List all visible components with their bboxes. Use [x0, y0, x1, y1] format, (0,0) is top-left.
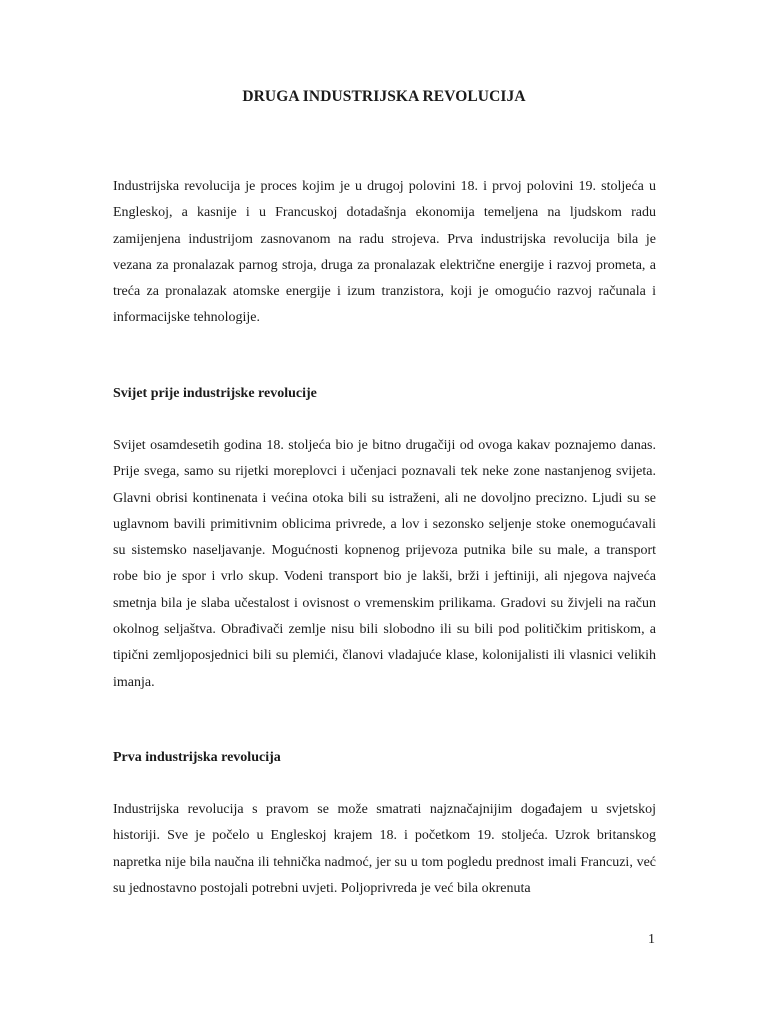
intro-paragraph: Industrijska revolucija je proces kojim je u drugoj polovini 18. i prvoj polovini 19. stoljeća u Engleskoj, a kasnije i u Francuskoj dotadašnja ekonomija temeljena na ljudskom radu zamijenjena industrijom zasnovanom na radu strojeva. Prva industrijska revolucija bila je vezana za pronalazak parnog stroja, druga za pronalazak električne energije i razvoj prometa, a treća za pronalazak atomske energije i izum tranzistora, koji je omogućio razvoj računala i informacijske tehnologije. — [113, 179, 656, 326]
document-title: DRUGA INDUSTRIJSKA REVOLUCIJA — [242, 88, 526, 105]
world-before-paragraph: Svijet osamdesetih godina 18. stoljeća bio je bitno drugačiji od ovoga kakav poznajemo danas. Prije svega, samo su rijetki moreplovci i učenjaci poznavali tek neke zone nastanjenog svijeta. Glavni obrisi kontinenata i većina otoka bili su istraženi, ali ne dovoljno precizno. Ljudi su se uglavnom bavili primitivnim oblicima privrede, a lov i sezonsko seljenje stoke onemogućavali su sistemsko naseljavanje. Mogućnosti kopnenog prijevoza putnika bile su male, a transport robe bio je spor i vrlo skup. Vodeni transport bio je lakši, brži i jeftiniji, ali njegova najveća smetnja bila je slaba učestalost i ovisnost o vremenskim prilikama. Gradovi su živjeli na račun okolnog seljaštva. Obrađivači zemlje nisu bili slobodno ili su bili pod političkim pritiskom, a tipični zemljoposjednici bili su plemići, članovi vladajuće klase, kolonijalisti ili vlasnici velikih imanja. — [113, 438, 656, 690]
section-heading-world-before: Svijet prije industrijske revolucije — [113, 386, 317, 401]
section-heading-first-revolution: Prva industrijska revolucija — [113, 750, 281, 765]
page-number: 1 — [648, 932, 655, 947]
first-revolution-paragraph: Industrijska revolucija s pravom se može smatrati najznačajnijim događajem u svjetskoj historiji. Sve je počelo u Engleskoj krajem 18. i početkom 19. stoljeća. Uzrok britanskog napretka nije bila naučna ili tehnička nadmoć, jer su u tom pogledu prednost imali Francuzi, već su jednostavno postojali potrebni uvjeti. Poljoprivreda je već bila okrenuta — [113, 802, 656, 896]
